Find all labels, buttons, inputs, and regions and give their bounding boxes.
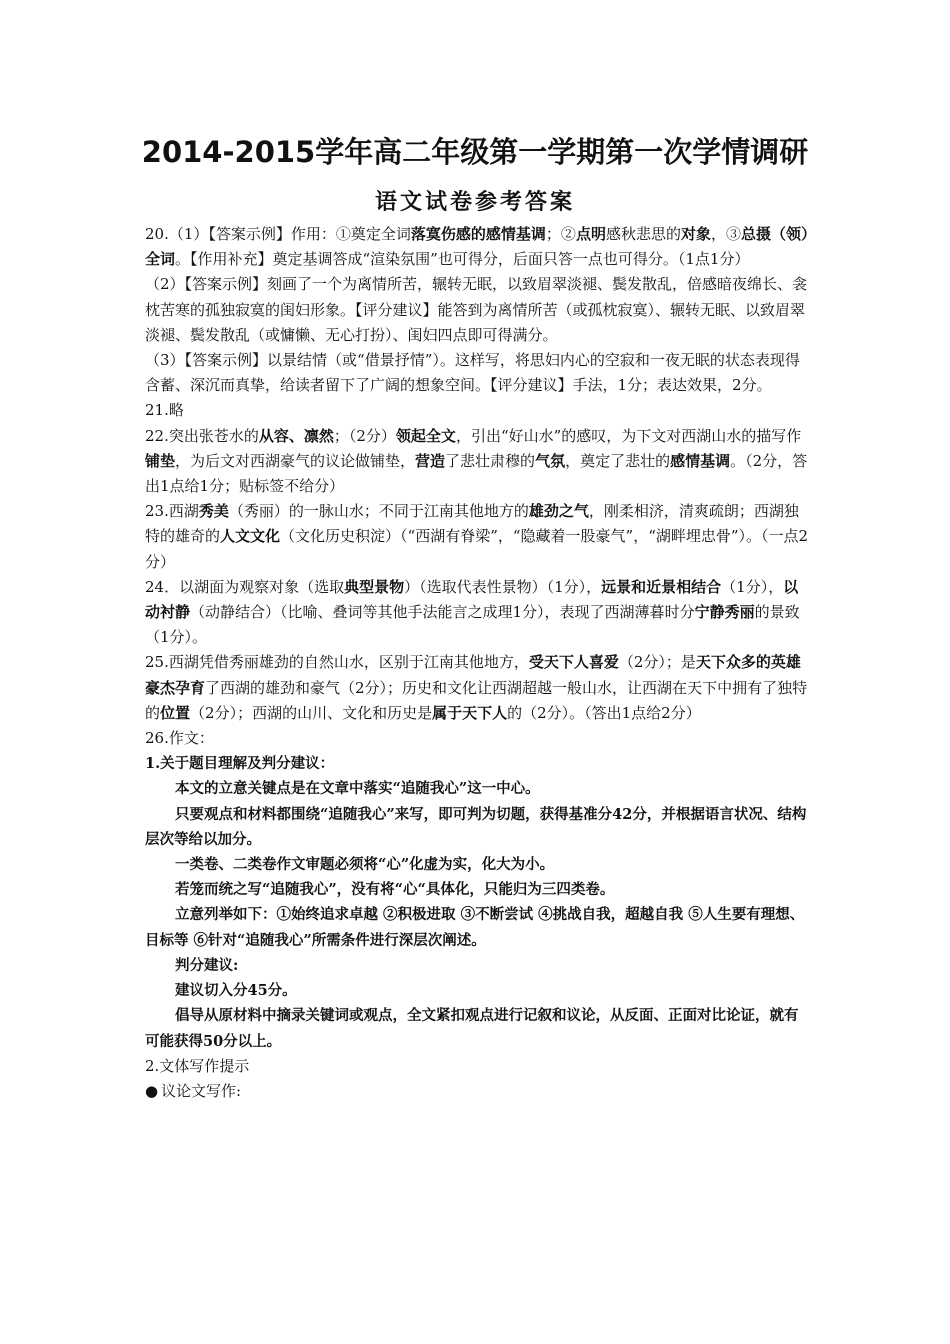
answer-21: 21.略 [145,401,184,420]
essay-section1-title: 1.关于题目理解及判分建议： [145,755,335,773]
answer-20-part2: （2）【答案示例】刻画了一个为离情所苦，辗转无眠，以致眉翠淡褪、鬓发散乱，倍感暗夜绵长、衾枕苦寒的孤独寂寞的闺妇形象。【评分建议】能答到为离情所苦（或孤枕寂寞）、辗转无眠、以致眉翠淡褪、鬓发散乱（或慵懒、无心打扮）、闺妇四点即可得满分。 [145,275,808,344]
essay-section2-item: ● 议论文写作: [145,1079,810,1104]
answer-26-heading: 26.作文： [145,729,214,748]
page-subtitle: 语文试卷参考答案 [374,189,575,215]
essay-line: 若笼而统之写“追随我心”，没有将“心“具体化，只能归为三四类卷。 [175,881,615,899]
answer-body [145,222,810,1104]
essay-line: 判分建议: [175,956,239,974]
answer-25: 25.西湖凭借秀丽雄劲的自然山水，区别于江南其他地方，受天下人喜爱（2分）；是天下众多的英雄豪杰孕育了西湖的雄劲和豪气（2分）；历史和文化让西湖超越一般山水，让西湖在天下中拥有了独特的位置（2分）；西湖的山川、文化和历史是属于天下人的（2分）。（答出1点给2分） [145,653,808,722]
essay-line: 建议切入分45分。 [175,982,297,1000]
answer-23: 23.西湖秀美（秀丽）的一脉山水；不同于江南其他地方的雄劲之气，刚柔相济，清爽疏朗；西湖独特的雄奇的人文文化（文化历史积淀）（“西湖有脊梁”，“隐藏着一股豪气”，“湖畔埋忠骨”）。（一点2分） [145,502,809,571]
answer-20-part3: （3）【答案示例】以景结情（或“借景抒情”）。这样写，将思妇内心的空寂和一夜无眠的状态表现得含蓄、深沉而真挚，给读者留下了广阔的想象空间。【评分建议】手法，1分；表达效果，2分。 [145,351,800,395]
essay-line: 倡导从原材料中摘录关键词或观点，全文紧扣观点进行记叙和议论，从反面、正面对比论证，就有可能获得50分以上。 [145,1007,799,1050]
essay-line: 一类卷、二类卷作文审题必须将“心”化虚为实，化大为小。 [175,856,555,874]
essay-guidance [145,751,810,1053]
answer-22: 22.突出张苍水的从容、凛然；（2分）领起全文，引出“好山水”的感叹，为下文对西湖山水的描写作铺垫，为后文对西湖豪气的议论做铺垫，营造了悲壮肃穆的气氛，奠定了悲壮的感情基调。（2分，答出1点给1分；贴标签不给分） [145,426,808,496]
bullet-icon: ● [145,1081,159,1100]
answer-24: 24．以湖面为观察对象（选取典型景物）（选取代表性景物）（1分），远景和近景相结合（1分），以动衬静（动静结合）（比喻、叠词等其他手法能言之成理1分），表现了西湖薄暮时分宁静秀丽的景致（1分）。 [145,577,800,647]
answer-20-part1: 20.（1）【答案示例】作用：①奠定全词落寞伤感的感情基调；②点明感秋悲思的对象，③总摄（领）全词。【作用补充】奠定基调答成“渲染氛围”也可得分，后面只答一点也可得分。（1点1分） [145,225,809,269]
essay-line: 只要观点和材料都围绕“追随我心”来写，即可判为切题，获得基准分42分，并根据语言状况、结构层次等给以加分。 [145,805,807,848]
page-title: 2014-2015学年高二年级第一学期第一次学情调研 [141,135,809,169]
essay-section2-title: 2.文体写作提示 [145,1056,250,1075]
essay-line: 本文的立意关键点是在文章中落实“追随我心”这一中心。 [175,780,540,798]
essay-line: 立意列举如下：①始终追求卓越 ②积极进取 ③不断尝试 ④挑战自我，超越自我 ⑤人生要有理想、目标等 ⑥针对“追随我心”所需条件进行深层次阐述。 [145,906,805,949]
